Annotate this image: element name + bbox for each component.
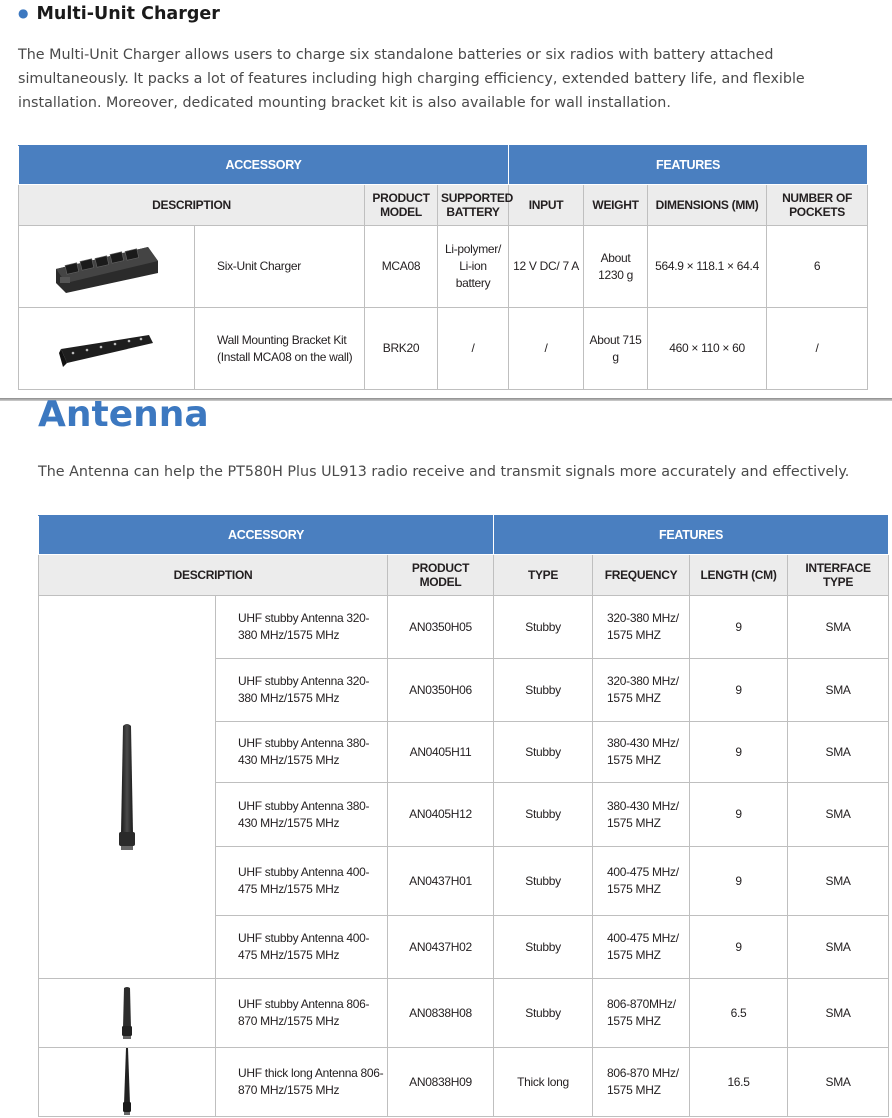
antenna-length: 9 — [690, 596, 788, 659]
col-header-pockets: NUMBER OF POCKETS — [767, 185, 868, 226]
bracket-desc: Wall Mounting Bracket Kit (Install MCA08 on the wall) — [195, 308, 365, 390]
col-header-dimensions: DIMENSIONS (MM) — [648, 185, 767, 226]
antenna-desc: UHF stubby Antenna 400-475 MHz/1575 MHz — [216, 847, 388, 916]
charger-model: MCA08 — [365, 226, 438, 308]
antenna-length: 9 — [690, 916, 788, 979]
table-row — [39, 1048, 889, 1117]
antenna-type: Stubby — [494, 847, 593, 916]
table-row — [39, 979, 889, 1048]
bullet-icon: ● — [18, 6, 29, 20]
bracket-input: / — [509, 308, 584, 390]
col-header-description: DESCRIPTION — [39, 555, 388, 596]
antenna-type: Thick long — [494, 1048, 593, 1117]
table-row — [39, 596, 889, 659]
group-header-accessory: ACCESSORY — [39, 516, 494, 555]
antenna-interface: SMA — [788, 1048, 889, 1117]
antenna-desc: UHF stubby Antenna 380-430 MHz/1575 MHz — [216, 783, 388, 847]
antenna-interface: SMA — [788, 659, 889, 722]
group-header-features: FEATURES — [494, 516, 889, 555]
charger-table — [18, 145, 868, 390]
antenna-interface: SMA — [788, 596, 889, 659]
antenna-model: AN0838H09 — [388, 1048, 494, 1117]
wall-bracket-image — [19, 308, 195, 390]
antenna-interface: SMA — [788, 979, 889, 1048]
col-header-product-model: PRODUCT MODEL — [388, 555, 494, 596]
antenna-frequency: 320-380 MHz/ 1575 MHZ — [593, 659, 690, 722]
antenna-type: Stubby — [494, 722, 593, 783]
col-header-weight: WEIGHT — [584, 185, 648, 226]
bracket-dimensions: 460 × 110 × 60 — [648, 308, 767, 390]
antenna-frequency: 380-430 MHz/ 1575 MHZ — [593, 722, 690, 783]
charger-title: Multi-Unit Charger — [36, 4, 220, 24]
antenna-length: 9 — [690, 783, 788, 847]
short-stubby-antenna-image — [39, 979, 216, 1048]
antenna-description: The Antenna can help the PT580H Plus UL913 radio receive and transmit signals more accurately and effectively. — [38, 464, 850, 480]
antenna-frequency: 806-870 MHz/ 1575 MHZ — [593, 1048, 690, 1117]
antenna-interface: SMA — [788, 916, 889, 979]
bracket-model: BRK20 — [365, 308, 438, 390]
charger-pockets: 6 — [767, 226, 868, 308]
antenna-interface: SMA — [788, 847, 889, 916]
antenna-length: 9 — [690, 847, 788, 916]
antenna-desc: UHF stubby Antenna 320-380 MHz/1575 MHz — [216, 659, 388, 722]
antenna-type: Stubby — [494, 916, 593, 979]
multi-unit-charger-section — [0, 0, 892, 400]
antenna-frequency: 320-380 MHz/ 1575 MHZ — [593, 596, 690, 659]
col-header-length: LENGTH (CM) — [690, 555, 788, 596]
antenna-desc: UHF stubby Antenna 400-475 MHz/1575 MHz — [216, 916, 388, 979]
antenna-length: 9 — [690, 722, 788, 783]
group-header-features: FEATURES — [509, 146, 868, 185]
antenna-frequency: 400-475 MHz/ 1575 MHZ — [593, 847, 690, 916]
antenna-desc: UHF thick long Antenna 806-870 MHz/1575 MHz — [216, 1048, 388, 1117]
antenna-length: 9 — [690, 659, 788, 722]
antenna-interface: SMA — [788, 783, 889, 847]
antenna-model: AN0405H12 — [388, 783, 494, 847]
antenna-model: AN0405H11 — [388, 722, 494, 783]
col-header-description: DESCRIPTION — [19, 185, 365, 226]
six-unit-charger-image — [19, 226, 195, 308]
bracket-battery: / — [438, 308, 509, 390]
antenna-desc: UHF stubby Antenna 320-380 MHz/1575 MHz — [216, 596, 388, 659]
col-header-frequency: FREQUENCY — [593, 555, 690, 596]
antenna-frequency: 806-870MHz/ 1575 MHZ — [593, 979, 690, 1048]
charger-input: 12 V DC/ 7 A — [509, 226, 584, 308]
antenna-title: Antenna — [38, 394, 209, 435]
antenna-model: AN0437H01 — [388, 847, 494, 916]
antenna-type: Stubby — [494, 979, 593, 1048]
antenna-desc: UHF stubby Antenna 806-870 MHz/1575 MHz — [216, 979, 388, 1048]
charger-battery: Li-polymer/ Li-ion battery — [438, 226, 509, 308]
antenna-model: AN0350H05 — [388, 596, 494, 659]
thick-long-antenna-image — [39, 1048, 216, 1117]
antenna-length: 6.5 — [690, 979, 788, 1048]
section-title — [18, 4, 220, 24]
group-header-accessory: ACCESSORY — [19, 146, 509, 185]
col-header-supported-battery: SUPPORTED BATTERY — [438, 185, 509, 226]
antenna-frequency: 400-475 MHz/ 1575 MHZ — [593, 916, 690, 979]
bracket-weight: About 715 g — [584, 308, 648, 390]
charger-weight: About 1230 g — [584, 226, 648, 308]
charger-dimensions: 564.9 × 118.1 × 64.4 — [648, 226, 767, 308]
bracket-pockets: / — [767, 308, 868, 390]
antenna-desc: UHF stubby Antenna 380-430 MHz/1575 MHz — [216, 722, 388, 783]
charger-desc: Six-Unit Charger — [195, 226, 365, 308]
antenna-model: AN0838H08 — [388, 979, 494, 1048]
col-header-input: INPUT — [509, 185, 584, 226]
col-header-interface: INTERFACE TYPE — [788, 555, 889, 596]
charger-description: The Multi-Unit Charger allows users to charge six standalone batteries or six radios with battery attached simultaneously. It packs a lot of features including high charging efficiency, extended battery life, and flexible installation. Moreover, dedicated mounting bracket kit is also available for wall installation. — [18, 47, 805, 111]
antenna-type: Stubby — [494, 659, 593, 722]
stubby-antenna-image — [39, 596, 216, 979]
antenna-interface: SMA — [788, 722, 889, 783]
col-header-product-model: PRODUCT MODEL — [365, 185, 438, 226]
col-header-type: TYPE — [494, 555, 593, 596]
table-row — [19, 226, 868, 308]
antenna-length: 16.5 — [690, 1048, 788, 1117]
antenna-model: AN0437H02 — [388, 916, 494, 979]
antenna-type: Stubby — [494, 783, 593, 847]
antenna-type: Stubby — [494, 596, 593, 659]
table-row — [19, 308, 868, 390]
antenna-table — [38, 515, 889, 1117]
antenna-model: AN0350H06 — [388, 659, 494, 722]
antenna-frequency: 380-430 MHz/ 1575 MHZ — [593, 783, 690, 847]
